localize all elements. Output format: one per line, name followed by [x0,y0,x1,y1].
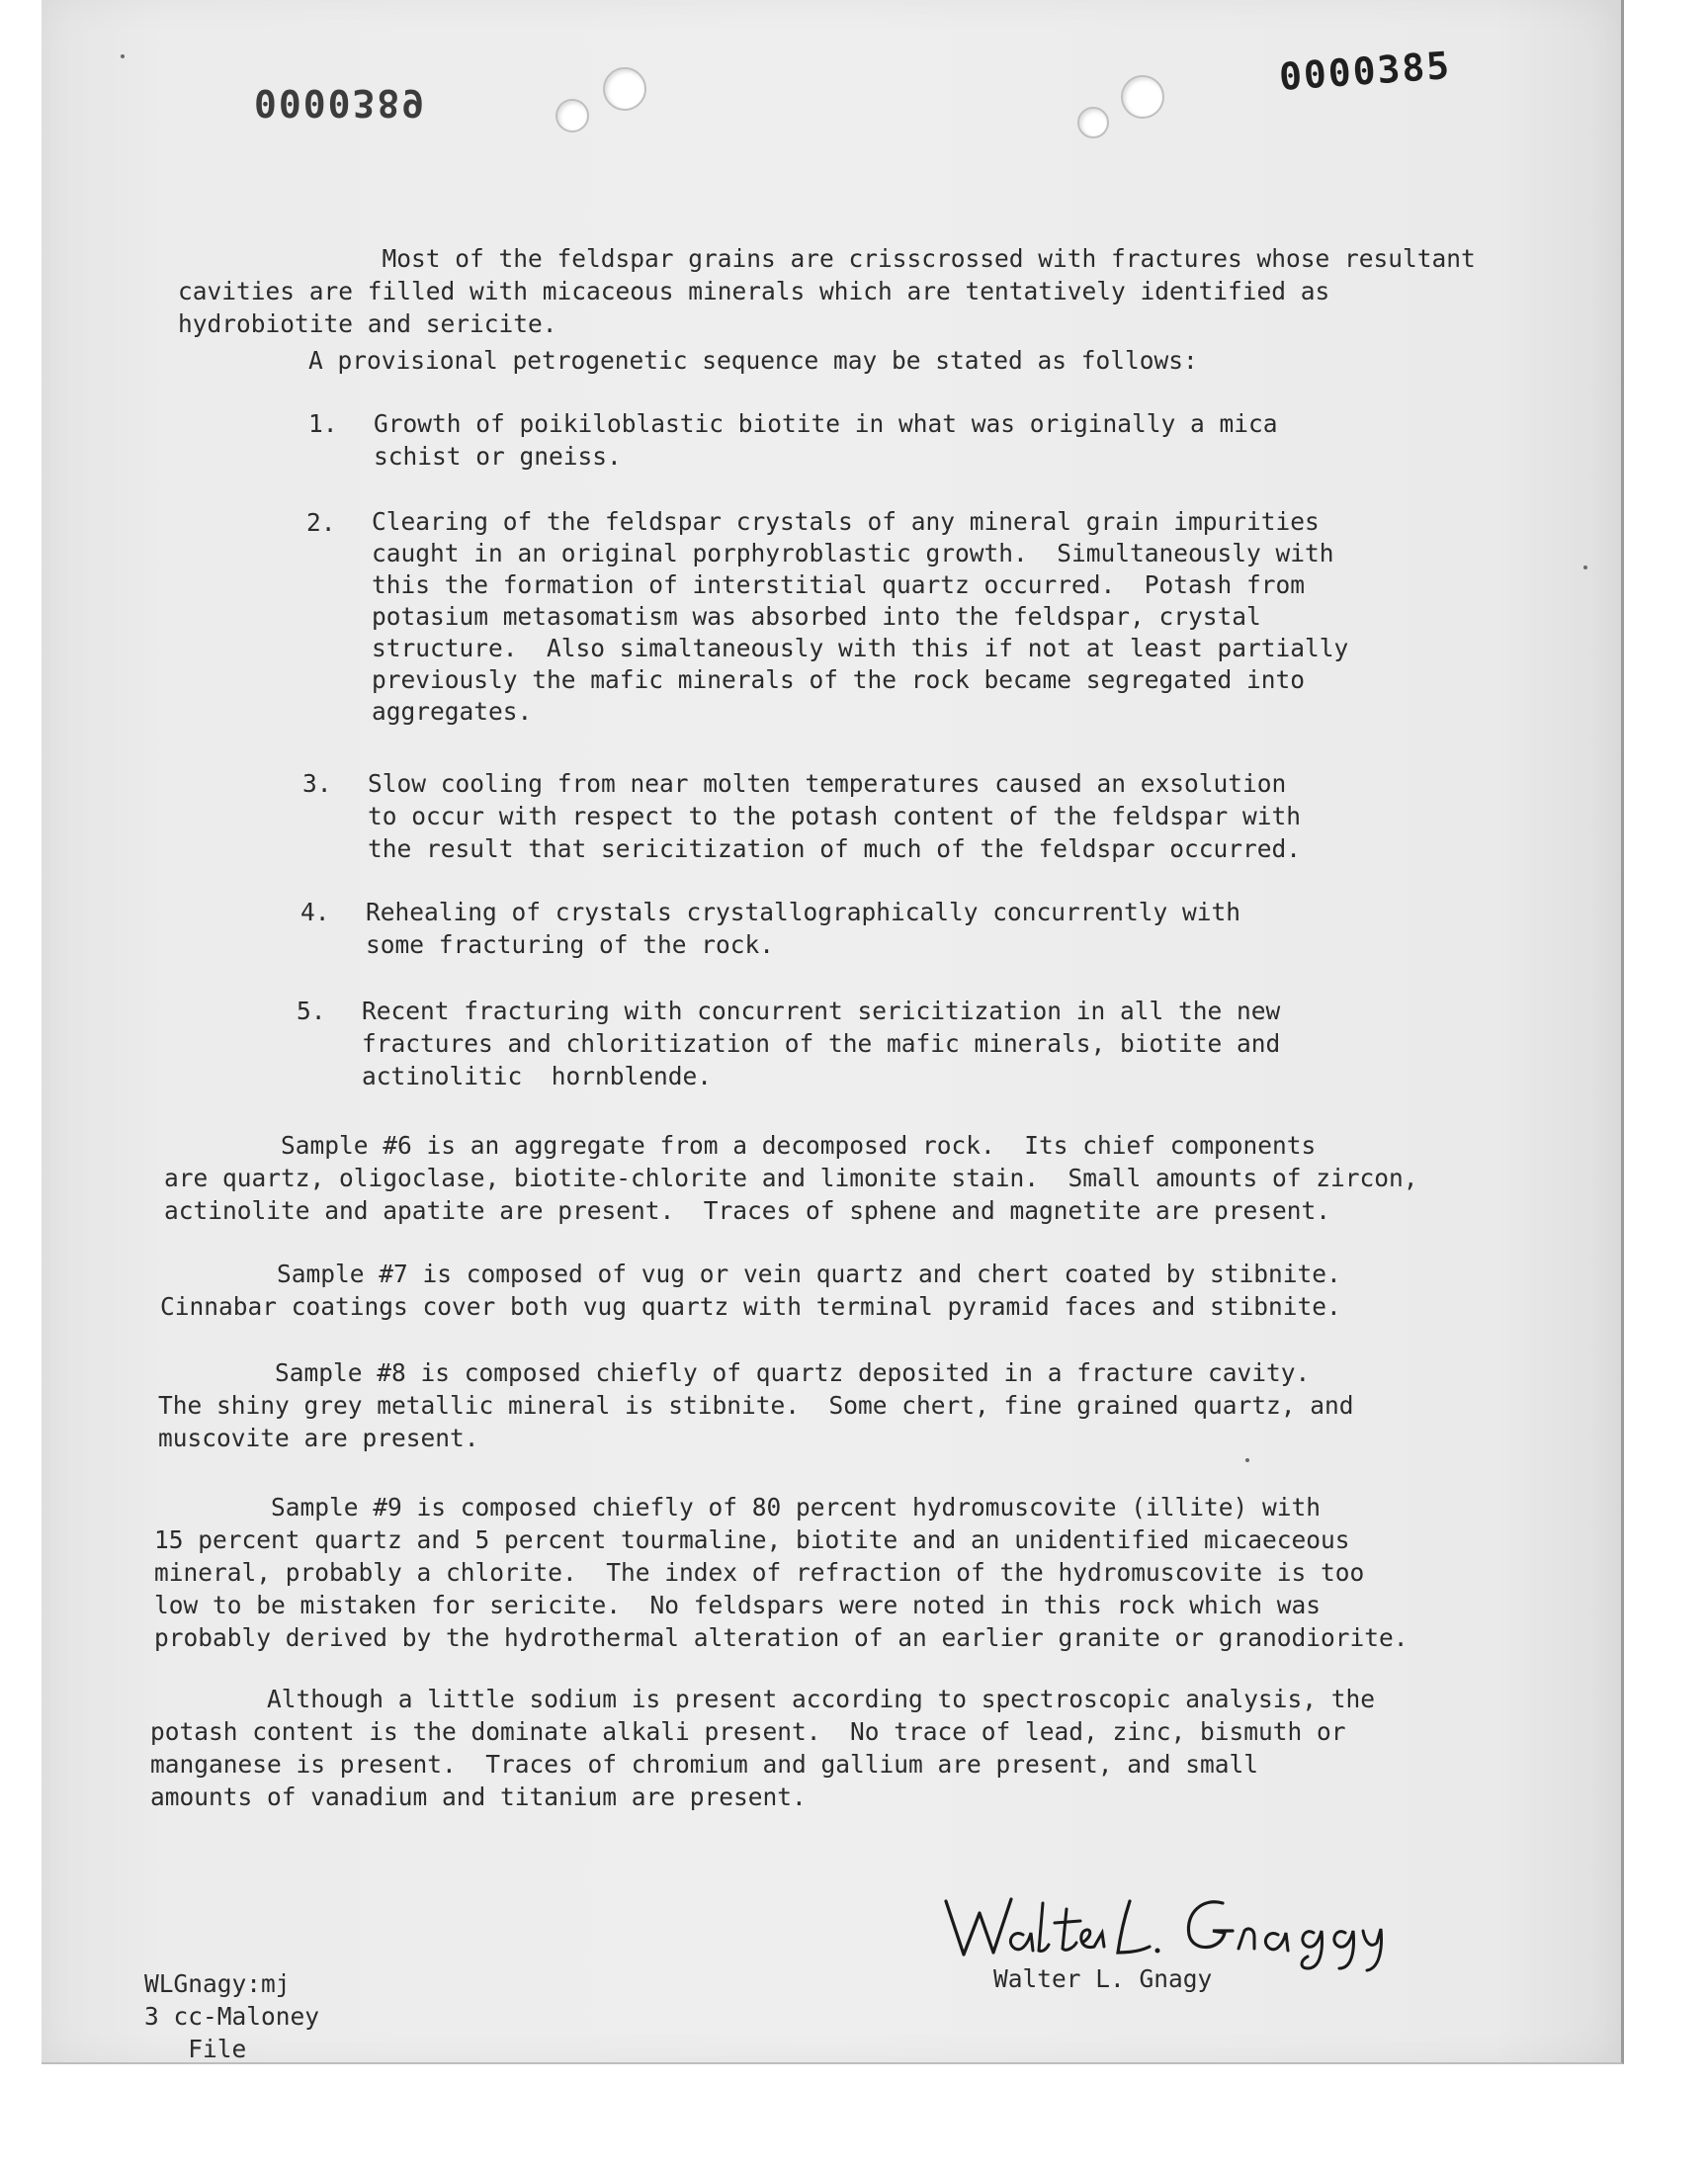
list-item-1: Growth of poikiloblastic biotite in what was originally a mica schist or gneiss. [374,409,1278,471]
paragraph-feldspar-text: Most of the feldspar grains are crisscrossed with fractures whose resultant cavities are filled with micaceous minerals which are tentatively identified as hydrobiotite and sericite. [178,244,1476,338]
list-item-number-1: 1. [308,409,338,438]
list-item-number-4: 4. [300,898,330,926]
carbon-copy-line: 3 cc-Maloney [144,2002,320,2031]
paragraph-sequence-intro: A provisional petrogenetic sequence may be stated as follows: [308,346,1198,375]
paragraph-sample-8: Sample #8 is composed chiefly of quartz deposited in a fracture cavity. The shiny grey metallic mineral is stibnite. Some chert, fine grained quartz, and muscovite are present. [158,1358,1354,1452]
list-item-number-5: 5. [297,997,326,1025]
list-item-2: Clearing of the feldspar crystals of any mineral grain impurities caught in an original porphyroblastic growth. Simultaneously with this the formation of interstitial quartz occurred. Potash from potasium metasomatism was absorbed into the feldspar, crystal structure. Also simaltaneously with this if not at least partially previously the mafic minerals of the rock became segregated into aggregates. [372,507,1349,726]
bates-stamp-mirrored: 0000389 [254,81,427,125]
distribution-footer [144,1967,319,2064]
list-item-number-3: 3. [302,769,332,798]
list-item-4: Rehealing of crystals crystallographically concurrently with some fracturing of the rock. [366,898,1241,959]
paragraph-sample-7: Sample #7 is composed of vug or vein quartz and chert coated by stibnite. Cinnabar coatings cover both vug quartz with terminal pyramid faces and stibnite. [160,1260,1341,1321]
list-item-number-2: 2. [306,508,336,537]
typist-initials: WLGnagy:mj [144,1969,291,1998]
document-sheet [42,0,1624,2064]
ink-speck [121,54,125,58]
ink-speck [1245,1458,1249,1462]
paragraph-sample-6: Sample #6 is an aggregate from a decomposed rock. Its chief components are quartz, oligoclase, biotite-chlorite and limonite stain. Small amounts of zircon, actinolite and apatite are present. Traces of sphene and magnetite are present. [164,1131,1418,1225]
handwritten-signature [936,1873,1401,1972]
signatory-typed-name: Walter L. Gnagy [993,1964,1213,1993]
paragraph-sample-9: Sample #9 is composed chiefly of 80 percent hydromuscovite (illite) with 15 percent quartz and 5 percent tourmaline, biotite and an unidentified micaeceous mineral, probably a chlorite. The index of refraction of the hydromuscovite is too low to be mistaken for sericite. No feldspars were noted in this rock which was probably derived by the hydrothermal alteration of an earlier granite or granodiorite. [154,1493,1409,1652]
punch-hole-left-2 [603,67,646,111]
punch-hole-right [1077,107,1109,138]
punch-hole-left [555,99,589,132]
bates-stamp: 0000385 [1277,43,1453,100]
list-item-5: Recent fracturing with concurrent sericitization in all the new fractures and chloritization of the mafic minerals, biotite and actinolitic hornblende. [362,997,1281,1090]
paragraph-spectroscopic-analysis: Although a little sodium is present according to spectroscopic analysis, the potash content is the dominate alkali present. No trace of lead, zinc, bismuth or manganese is present. Traces of chromium and gallium are present, and small amounts of vanadium and titanium are present. [150,1685,1376,1811]
punch-hole-right-2 [1121,75,1164,119]
ink-speck [1583,566,1587,569]
list-item-3: Slow cooling from near molten temperatures caused an exsolution to occur with respect to the potash content of the feldspar with the result that sericitization of much of the feldspar occurred. [368,769,1302,863]
file-line: File [144,2035,247,2063]
